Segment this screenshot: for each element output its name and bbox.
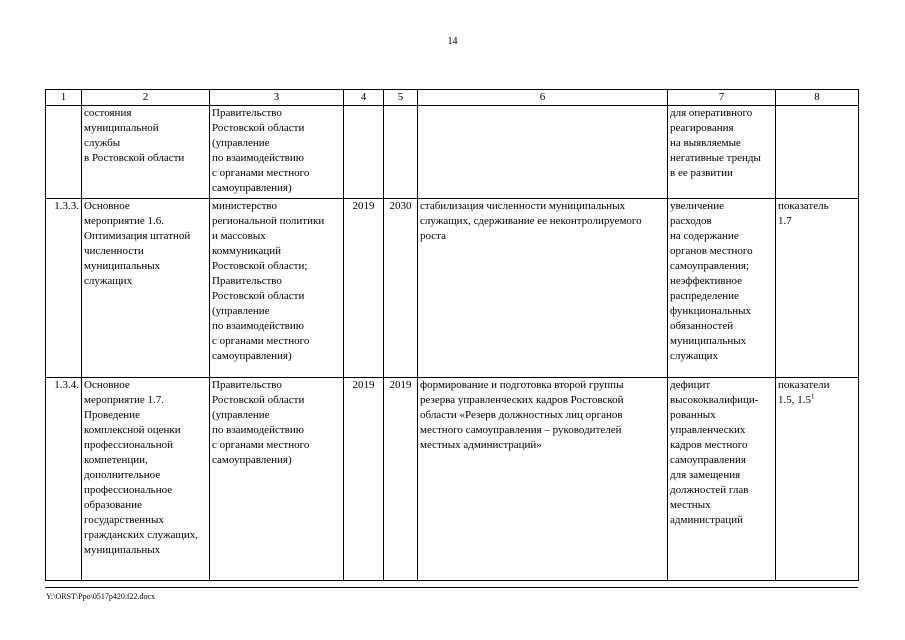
cell-expected-result: формирование и подготовка второй группы резерва управленческих кадров Ростовской области «Резерв должностных лиц органов местного самоуправления – руководителей местных администраций» bbox=[418, 378, 668, 581]
table-row bbox=[46, 199, 859, 378]
cell-indicators: показатель 1.7 bbox=[776, 199, 859, 378]
cell-consequences: увеличение расходов на содержание органов местного самоуправления; неэффективное распределение функциональных обязанностей муниципальных служащих bbox=[668, 199, 776, 378]
column-header: 4 bbox=[344, 90, 384, 106]
cell-activity: Основное мероприятие 1.7. Проведение комплексной оценки профессиональной компетенции, дополнительное профессиональное образование государственных гражданских служащих, муниципальных bbox=[82, 378, 210, 581]
table-row bbox=[46, 378, 859, 581]
cell-start-year: 2019 bbox=[344, 199, 384, 378]
cell-expected-result bbox=[418, 106, 668, 199]
cell-activity: Основное мероприятие 1.6. Оптимизация штатной численности муниципальных служащих bbox=[82, 199, 210, 378]
indicator-text: показатели 1.5, 1.5 bbox=[778, 379, 830, 406]
cell-number: 1.3.4. bbox=[46, 378, 82, 581]
table-row bbox=[46, 106, 859, 199]
column-header: 5 bbox=[384, 90, 418, 106]
cell-indicators bbox=[776, 378, 859, 581]
column-header: 6 bbox=[418, 90, 668, 106]
program-table bbox=[45, 89, 859, 581]
page-number: 14 bbox=[447, 36, 458, 47]
cell-number bbox=[46, 106, 82, 199]
cell-end-year bbox=[384, 106, 418, 199]
table-header-row bbox=[46, 90, 859, 106]
cell-start-year: 2019 bbox=[344, 378, 384, 581]
column-header: 7 bbox=[668, 90, 776, 106]
cell-consequences: для оперативного реагирования на выявляемые негативные тренды в ее развитии bbox=[668, 106, 776, 199]
cell-executor: Правительство Ростовской области (управление по взаимодействию с органами местного самоуправления) bbox=[210, 106, 344, 199]
column-header: 1 bbox=[46, 90, 82, 106]
cell-indicators bbox=[776, 106, 859, 199]
cell-start-year bbox=[344, 106, 384, 199]
column-header: 8 bbox=[776, 90, 859, 106]
cell-end-year: 2030 bbox=[384, 199, 418, 378]
cell-end-year: 2019 bbox=[384, 378, 418, 581]
column-header: 2 bbox=[82, 90, 210, 106]
cell-expected-result: стабилизация численности муниципальных служащих, сдерживание ее неконтролируемого роста bbox=[418, 199, 668, 378]
column-header: 3 bbox=[210, 90, 344, 106]
cell-consequences: дефицит высококвалифици- рованных управленческих кадров местного самоуправления для замещения должностей глав местных администраций bbox=[668, 378, 776, 581]
footnote-mark: 1 bbox=[811, 392, 815, 401]
cell-activity: состояния муниципальной службы в Ростовской области bbox=[82, 106, 210, 199]
bottom-rule bbox=[45, 587, 858, 588]
cell-executor: министерство региональной политики и массовых коммуникаций Ростовской области; Правительство Ростовской области (управление по взаимодействию с органами местного самоуправления) bbox=[210, 199, 344, 378]
cell-number: 1.3.3. bbox=[46, 199, 82, 378]
footer-file-path: Y:\ORST\Ppo\0517p420.f22.docx bbox=[46, 592, 156, 601]
cell-executor: Правительство Ростовской области (управление по взаимодействию с органами местного самоуправления) bbox=[210, 378, 344, 581]
